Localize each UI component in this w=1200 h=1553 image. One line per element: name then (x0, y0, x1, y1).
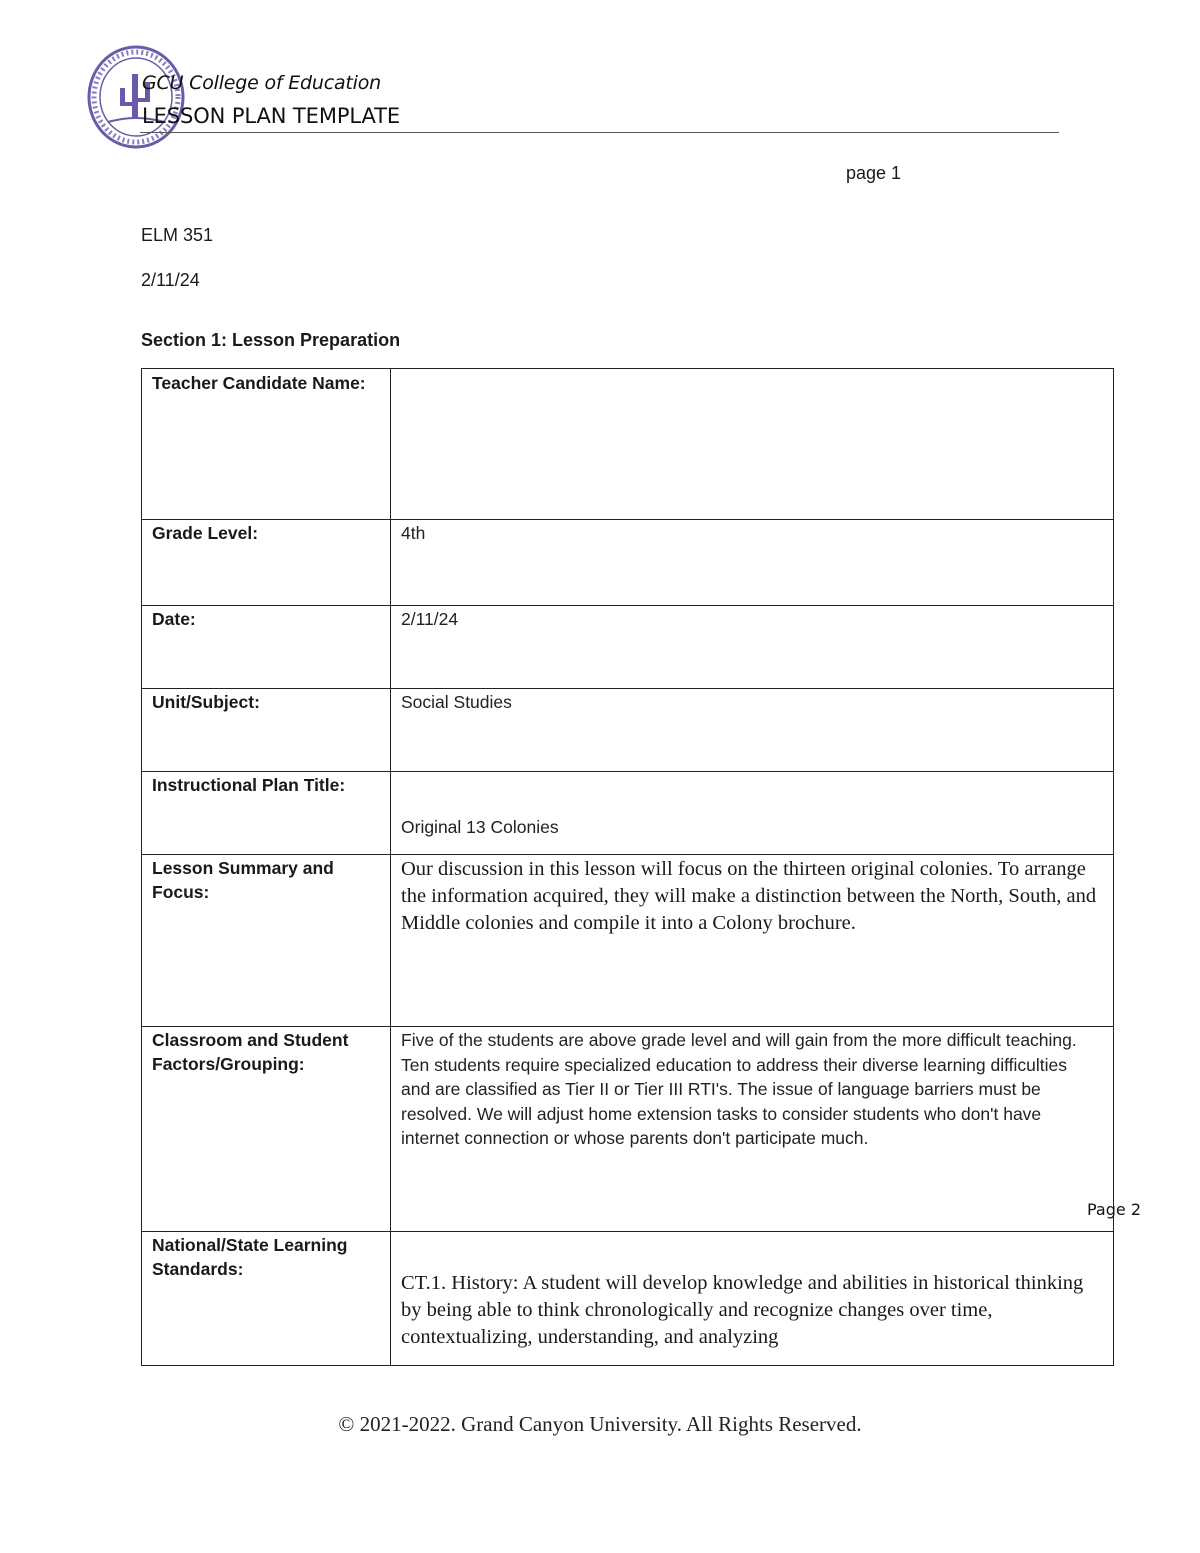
row-label: Grade Level: (152, 523, 259, 543)
copyright-footer: © 2021-2022. Grand Canyon University. All Rights Reserved. (338, 1412, 862, 1436)
classroom-factors-value: Five of the students are above grade level and will gain from the more difficult teaching. Ten students require specialized education to address their diverse learning difficulties and are classified as Tier II or Tier III RTI's. The issue of language barriers must be resolved. We will adjust home extension tasks to consider students who don't have internet connection or whose parents don't participate much. (401, 1030, 1077, 1148)
page-number: page 1 (846, 163, 902, 183)
row-label: Classroom and Student Factors/Grouping: (152, 1030, 349, 1074)
row-label: National/State Learning Standards: (152, 1235, 348, 1279)
section-heading: Section 1: Lesson Preparation (141, 330, 401, 350)
page-2-label: Page 2 (1087, 1200, 1141, 1219)
date-value: 2/11/24 (401, 609, 459, 629)
table-row (142, 1026, 1113, 1231)
header-divider (140, 132, 1059, 133)
document-date: 2/11/24 (141, 270, 200, 290)
row-label: Unit/Subject: (152, 692, 260, 712)
table-row (142, 771, 1113, 854)
table-row (142, 688, 1113, 771)
table-row (142, 519, 1113, 605)
gcu-seal-icon (86, 44, 186, 150)
college-name: GCU College of Education (142, 72, 382, 94)
lesson-summary-value: Our discussion in this lesson will focus on the thirteen original colonies. To arrange the information acquired, they will make a distinction between the North, South, and Middle colonies and compile it into a Colony brochure. (401, 858, 1097, 934)
lesson-prep-table (141, 368, 1114, 1366)
row-label: Date: (152, 609, 196, 629)
row-label: Instructional Plan Title: (152, 775, 346, 795)
table-row (142, 369, 1113, 519)
grade-level-value: 4th (401, 523, 426, 543)
table-row (142, 854, 1113, 1026)
row-label: Lesson Summary and Focus: (152, 858, 334, 902)
standards-value: CT.1. History: A student will develop knowledge and abilities in historical thinking by being able to think chronologically and recognize changes over time, contextualizing, understanding, and analyzing (401, 1272, 1084, 1348)
subject-value: Social Studies (401, 692, 512, 712)
plan-title-value: Original 13 Colonies (401, 817, 559, 837)
row-label: Teacher Candidate Name: (152, 373, 366, 393)
course-code: ELM 351 (141, 225, 214, 245)
table-row (142, 1231, 1113, 1366)
table-row (142, 605, 1113, 688)
document-title: LESSON PLAN TEMPLATE (142, 104, 401, 128)
